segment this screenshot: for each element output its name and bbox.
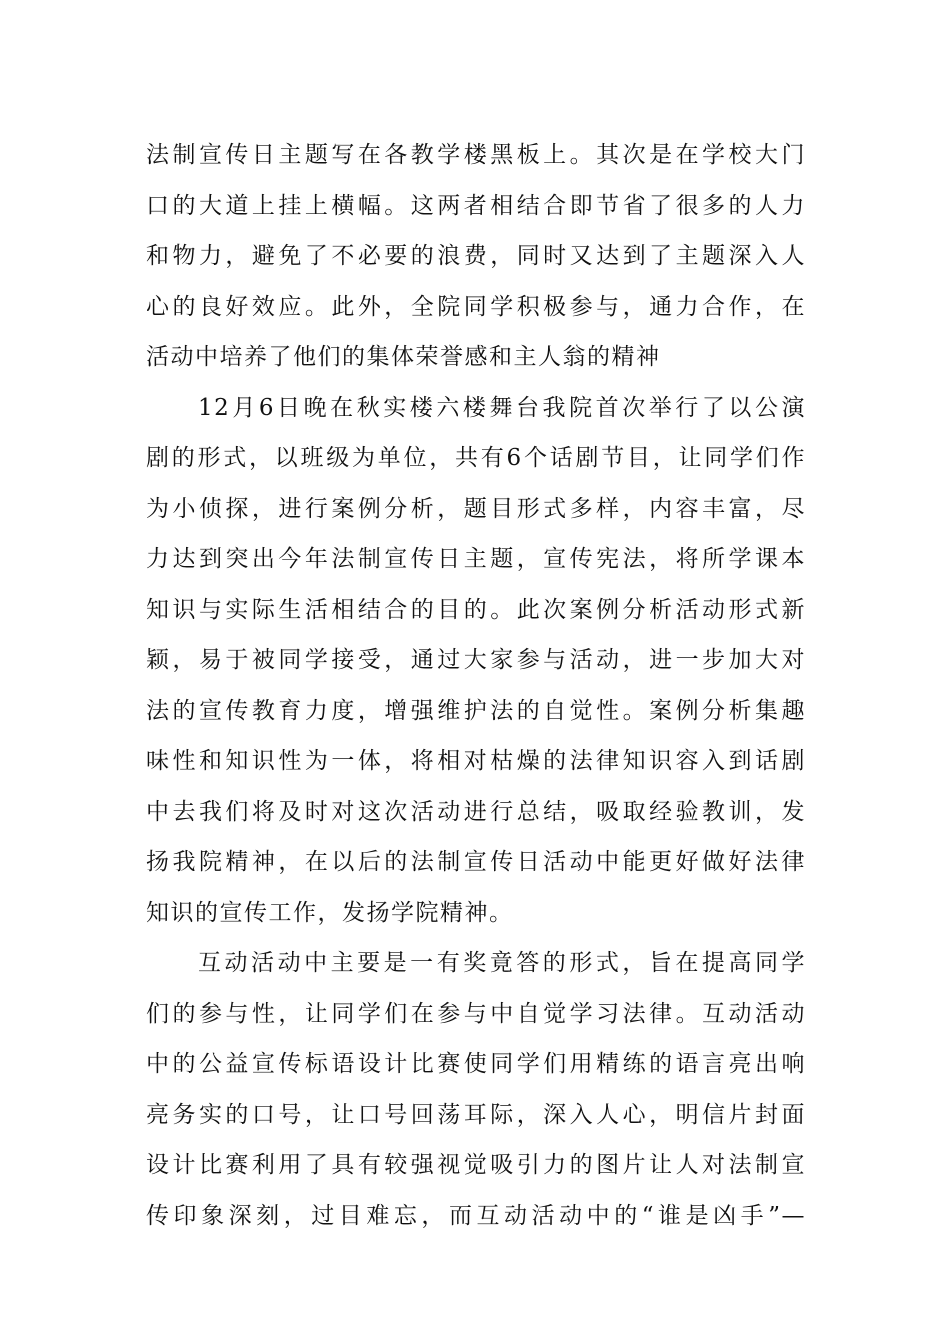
text-line: 互动活动中主要是一有奖竟答的形式，旨在提高同学 — [198, 950, 806, 976]
text-line: 力达到突出今年法制宣传日主题，宣传宪法，将所学课本 — [146, 546, 806, 572]
paragraph-2 — [146, 383, 806, 939]
text-line: 扬我院精神，在以后的法制宣传日活动中能更好做好法律 — [146, 849, 806, 875]
text-line: 剧的形式，以班级为单位，共有6个话剧节目，让同学们作 — [146, 445, 806, 471]
text-line: 为小侦探，进行案例分析，题目形式多样，内容丰富，尽 — [146, 495, 806, 522]
text-line: 知识的宣传工作，发扬学院精神。 — [146, 899, 514, 926]
paragraph-3 — [146, 938, 806, 1241]
text-line: 知识与实际生活相结合的目的。此次案例分析活动形式新 — [146, 596, 806, 623]
text-line: 法制宣传日主题写在各教学楼黑板上。其次是在学校大门 — [146, 142, 806, 168]
text-line: 设计比赛利用了具有较强视觉吸引力的图片让人对法制宣 — [146, 1152, 806, 1178]
text-line: 活动中培养了他们的集体荣誉感和主人翁的精神 — [146, 344, 661, 370]
text-line: 味性和知识性为一体，将相对枯燥的法律知识容入到话剧 — [146, 748, 806, 774]
text-line: 法的宣传教育力度，增强维护法的自觉性。案例分析集趣 — [146, 697, 806, 724]
text-line: 口的大道上挂上横幅。这两者相结合即节省了很多的人力 — [146, 192, 806, 219]
text-line: 们的参与性，让同学们在参与中自觉学习法律。互动活动 — [146, 1000, 806, 1027]
text-line: 12月6日晚在秋实楼六楼舞台我院首次举行了以公演 — [198, 394, 806, 421]
text-line: 中的公益宣传标语设计比赛使同学们用精练的语言亮出响 — [146, 1051, 806, 1077]
document-body — [146, 130, 806, 1241]
text-line: 中去我们将及时对这次活动进行总结，吸取经验教训，发 — [146, 798, 806, 825]
text-line: 亮务实的口号，让口号回荡耳际，深入人心，明信片封面 — [146, 1101, 806, 1128]
text-line: 心的良好效应。此外，全院同学积极参与，通力合作，在 — [146, 293, 806, 320]
text-line: 颖，易于被同学接受，通过大家参与活动，进一步加大对 — [146, 647, 806, 673]
text-line: 传印象深刻，过目难忘，而互动活动中的“谁是凶手”— — [146, 1202, 806, 1229]
text-line: 和物力，避免了不必要的浪费，同时又达到了主题深入人 — [146, 243, 806, 269]
paragraph-1 — [146, 130, 806, 383]
